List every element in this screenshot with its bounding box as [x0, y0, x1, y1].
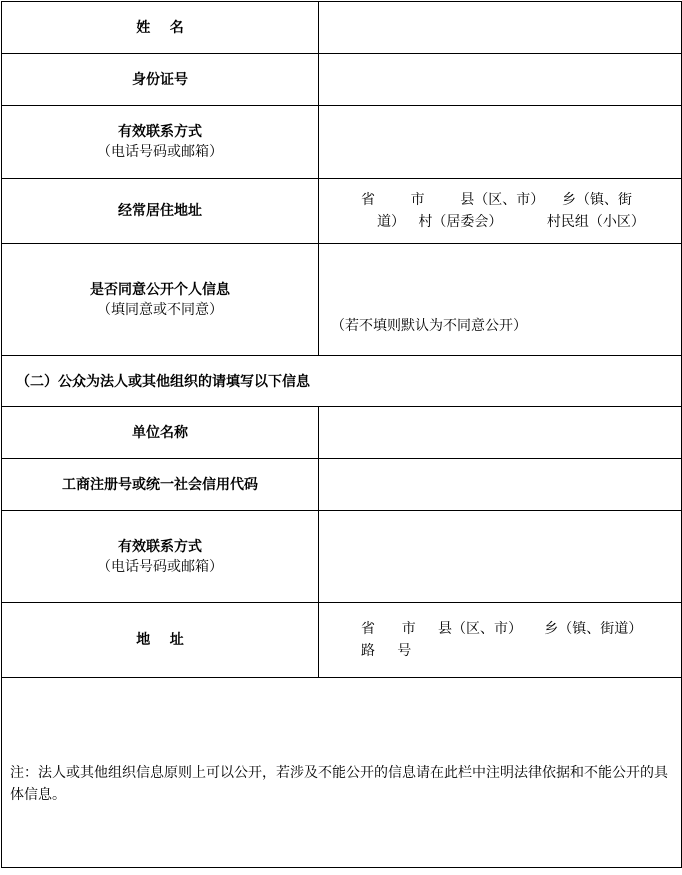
org-address-template-line1: 省 市 县（区、市） 乡（镇、街道） — [361, 621, 643, 637]
agree-sub-label: （填同意或不同意） — [97, 301, 223, 318]
org-name-label-cell — [2, 407, 319, 459]
address-field[interactable] — [319, 179, 682, 244]
org-name-field[interactable] — [319, 407, 682, 459]
row-section2-heading — [2, 356, 682, 407]
contact-label-cell — [2, 106, 319, 179]
reg-label: 工商注册号或统一社会信用代码 — [62, 476, 258, 493]
row-org-name — [2, 407, 682, 459]
row-id — [2, 54, 682, 106]
agree-hint: （若不填则默认为不同意公开） — [331, 318, 527, 334]
name-label: 姓 名 — [136, 19, 184, 36]
org-address-label-cell — [2, 603, 319, 678]
row-address — [2, 179, 682, 244]
id-number-field[interactable] — [319, 54, 682, 106]
name-field[interactable] — [319, 2, 682, 54]
row-org-contact — [2, 511, 682, 603]
reg-number-field[interactable] — [319, 459, 682, 511]
agree-field[interactable] — [319, 244, 682, 356]
org-contact-field[interactable] — [319, 511, 682, 603]
application-form-table — [1, 1, 682, 868]
org-address-label: 地 址 — [136, 632, 184, 648]
org-address-template-line2: 路 号 — [361, 643, 412, 659]
row-name — [2, 2, 682, 54]
agree-label: 是否同意公开个人信息 — [90, 281, 230, 298]
org-contact-label: 有效联系方式 — [118, 538, 202, 555]
org-address-field[interactable] — [319, 603, 682, 678]
id-label: 身份证号 — [132, 71, 188, 88]
id-label-cell — [2, 54, 319, 106]
contact-label: 有效联系方式 — [118, 124, 202, 140]
address-template-line2: 道） 村（居委会） 村民组（小区） — [377, 214, 645, 230]
note-text: 注：法人或其他组织信息原则上可以公开，若涉及不能公开的信息请在此栏中注明法律依据和不能公开的具体信息。 — [10, 765, 668, 803]
org-name-label: 单位名称 — [132, 424, 188, 441]
name-label-cell — [2, 2, 319, 54]
row-agree — [2, 244, 682, 356]
row-org-address — [2, 603, 682, 678]
org-contact-label-cell — [2, 511, 319, 603]
address-template-line1: 省 市 县（区、市） 乡（镇、街 — [361, 192, 633, 208]
note-field[interactable] — [2, 678, 682, 868]
address-label: 经常居住地址 — [118, 203, 202, 219]
agree-label-cell — [2, 244, 319, 356]
address-label-cell — [2, 179, 319, 244]
row-reg — [2, 459, 682, 511]
row-note — [2, 678, 682, 868]
contact-field[interactable] — [319, 106, 682, 179]
reg-label-cell — [2, 459, 319, 511]
section2-heading: （二）公众为法人或其他组织的请填写以下信息 — [2, 356, 682, 407]
contact-sub-label: （电话号码或邮箱） — [97, 144, 223, 160]
org-contact-sub-label: （电话号码或邮箱） — [97, 558, 223, 575]
row-contact — [2, 106, 682, 179]
